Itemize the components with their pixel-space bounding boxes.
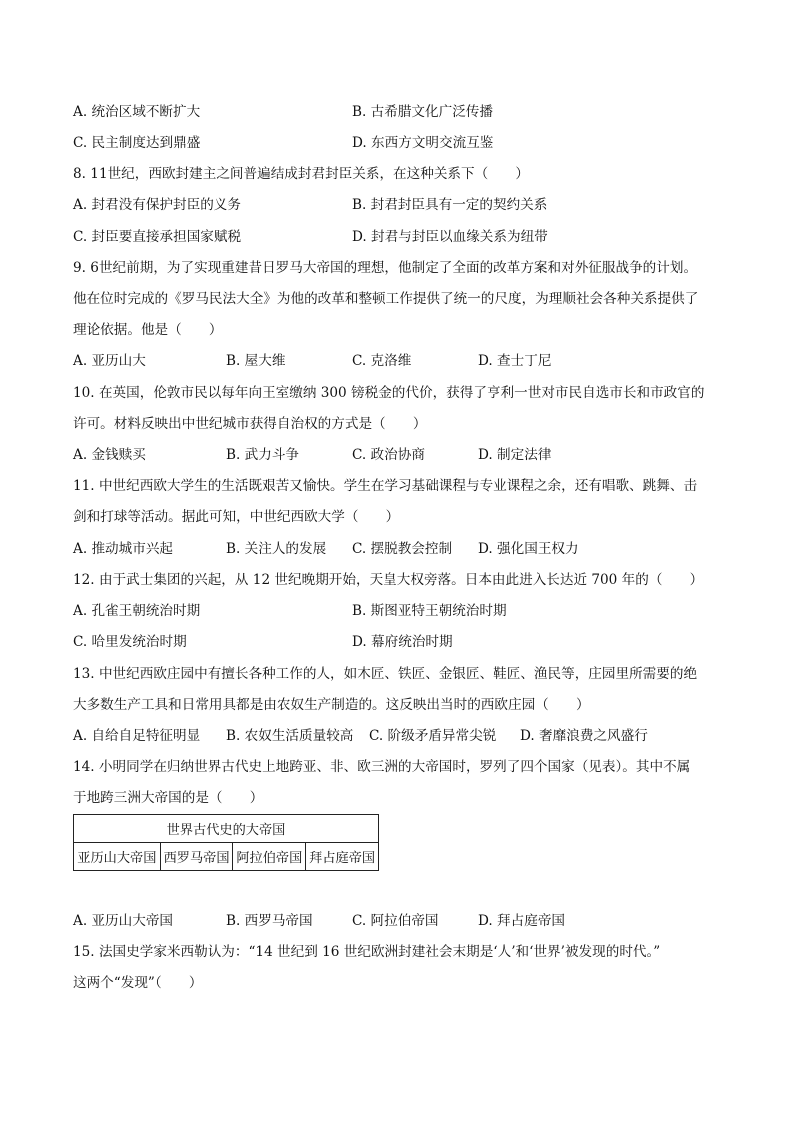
q7-option-a: A. 统治区域不断扩大 bbox=[73, 104, 201, 120]
q13-stem-line-1: 13. 中世纪西欧庄园中有擅长各种工作的人，如木匠、铁匠、金银匠、鞋匠、渔民等，庄园里所需要的绝 bbox=[73, 666, 698, 682]
q15-stem-line-2: 这两个“发现”（ ） bbox=[73, 975, 203, 991]
q10-stem-line-2: 许可。材料反映出中世纪城市获得自治权的方式是（ ） bbox=[73, 416, 427, 432]
q9-option-a: A. 亚历山大 bbox=[73, 353, 146, 369]
q11-option-d: D. 强化国王权力 bbox=[478, 541, 579, 557]
q13-option-c: C. 阶级矛盾异常尖锐 bbox=[369, 728, 497, 744]
q13-option-b: B. 农奴生活质量较高 bbox=[226, 728, 354, 744]
q8-option-b: B. 封君封臣具有一定的契约关系 bbox=[352, 197, 548, 213]
q8-option-a: A. 封君没有保护封臣的义务 bbox=[73, 197, 241, 213]
q9-stem-line-2: 他在位时完成的《罗马民法大全》为他的改革和整顿工作提供了统一的尺度，为理顺社会各种关系提供了 bbox=[73, 291, 699, 307]
q12-option-b: B. 斯图亚特王朝统治时期 bbox=[352, 603, 507, 619]
q7-option-b: B. 古希腊文化广泛传播 bbox=[352, 104, 493, 120]
q11-stem-line-1: 11. 中世纪西欧大学生的生活既艰苦又愉快。学生在学习基础课程与专业课程之余，还有唱歌、跳舞、击 bbox=[73, 478, 698, 494]
empires-table-cell: 西罗马帝国 bbox=[160, 843, 233, 871]
q9-stem-line-3: 理论依据。他是（ ） bbox=[73, 322, 223, 338]
q10-option-c: C. 政治协商 bbox=[352, 447, 425, 463]
q14-option-d: D. 拜占庭帝国 bbox=[478, 913, 566, 929]
q11-option-a: A. 推动城市兴起 bbox=[73, 541, 174, 557]
q10-option-d: D. 制定法律 bbox=[478, 447, 552, 463]
q12-stem: 12. 由于武士集团的兴起，从 12 世纪晚期开始，天皇大权旁落。日本由此进入长达近 700 年的（ ） bbox=[73, 572, 704, 588]
q14-option-c: C. 阿拉伯帝国 bbox=[352, 913, 439, 929]
q14-option-b: B. 西罗马帝国 bbox=[226, 913, 313, 929]
empires-table-cell: 亚历山大帝国 bbox=[74, 843, 161, 871]
q10-stem-line-1: 10. 在英国，伦敦市民以每年向王室缴纳 300 镑税金的代价，获得了亨利一世对市民自选市长和市政官的 bbox=[73, 385, 705, 401]
q11-option-b: B. 关注人的发展 bbox=[226, 541, 327, 557]
empires-table-header: 世界古代史的大帝国 bbox=[74, 815, 379, 843]
q9-option-b: B. 屋大维 bbox=[226, 353, 286, 369]
empires-table bbox=[73, 814, 379, 871]
q9-stem-line-1: 9. 6世纪前期，为了实现重建昔日罗马大帝国的理想，他制定了全面的改革方案和对外征服战争的计划。 bbox=[73, 260, 698, 276]
q13-option-d: D. 奢靡浪费之风盛行 bbox=[520, 728, 648, 744]
q11-option-c: C. 摆脱教会控制 bbox=[352, 541, 453, 557]
q11-stem-line-2: 剑和打球等活动。据此可知，中世纪西欧大学（ ） bbox=[73, 509, 400, 525]
q8-stem: 8. 11世纪，西欧封建主之间普遍结成封君封臣关系，在这种关系下（ ） bbox=[73, 166, 529, 182]
empires-table-cell: 拜占庭帝国 bbox=[306, 843, 379, 871]
q12-option-d: D. 幕府统治时期 bbox=[352, 634, 453, 650]
q9-option-c: C. 克洛维 bbox=[352, 353, 412, 369]
q7-option-d: D. 东西方文明交流互鉴 bbox=[352, 135, 494, 151]
empires-table-cell: 阿拉伯帝国 bbox=[233, 843, 306, 871]
q12-option-a: A. 孔雀王朝统治时期 bbox=[73, 603, 201, 619]
q13-stem-line-2: 大多数生产工具和日常用具都是由农奴生产制造的。这反映出当时的西欧庄园（ ） bbox=[73, 697, 590, 713]
q12-option-c: C. 哈里发统治时期 bbox=[73, 634, 187, 650]
q7-option-c: C. 民主制度达到鼎盛 bbox=[73, 135, 201, 151]
q8-option-d: D. 封君与封臣以血缘关系为纽带 bbox=[352, 229, 548, 245]
q10-option-b: B. 武力斗争 bbox=[226, 447, 300, 463]
q14-stem-line-2: 于地跨三洲大帝国的是（ ） bbox=[73, 790, 264, 806]
q8-option-c: C. 封臣要直接承担国家赋税 bbox=[73, 229, 242, 245]
q14-stem-line-1: 14. 小明同学在归纳世界古代史上地跨亚、非、欧三洲的大帝国时，罗列了四个国家（见表）。其中不属 bbox=[73, 759, 691, 775]
q14-option-a: A. 亚历山大帝国 bbox=[73, 913, 174, 929]
q13-option-a: A. 自给自足特征明显 bbox=[73, 728, 201, 744]
q15-stem-line-1: 15. 法国史学家米西勒认为：“14 世纪到 16 世纪欧洲封建社会末期是‘人’和‘世界’被发现的时代。” bbox=[73, 944, 661, 960]
q9-option-d: D. 查士丁尼 bbox=[478, 353, 552, 369]
q10-option-a: A. 金钱赎买 bbox=[73, 447, 146, 463]
